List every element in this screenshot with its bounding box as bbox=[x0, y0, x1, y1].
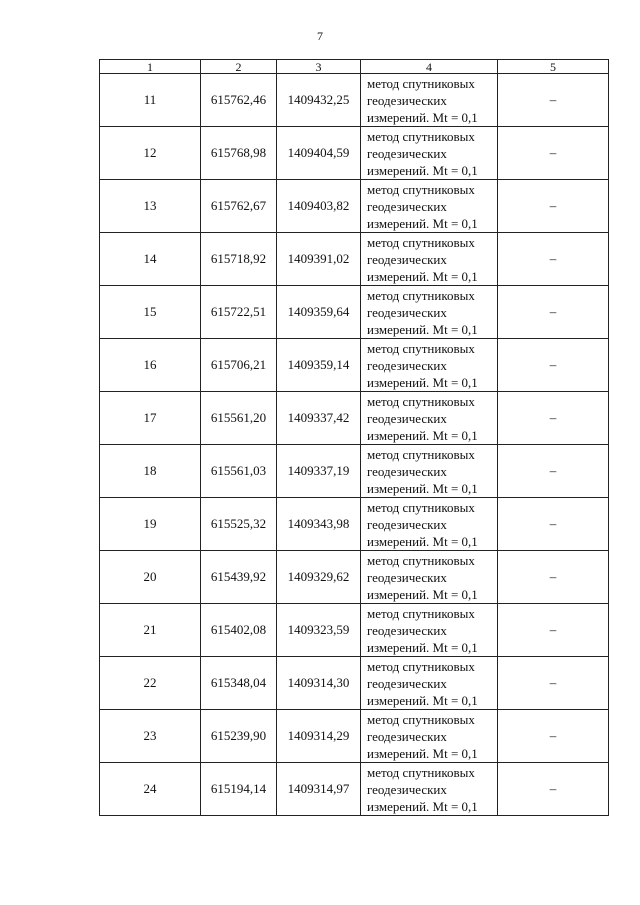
table-row bbox=[100, 392, 609, 445]
point-number-cell: 21 bbox=[100, 604, 201, 657]
table-row bbox=[100, 233, 609, 286]
y-coordinate-cell: 1409343,98 bbox=[277, 498, 361, 551]
method-line: геодезических bbox=[367, 304, 447, 320]
method-line: геодезических bbox=[367, 92, 447, 108]
method-line: геодезических bbox=[367, 410, 447, 426]
method-cell bbox=[361, 74, 498, 127]
y-coordinate-cell: 1409323,59 bbox=[277, 604, 361, 657]
table-row bbox=[100, 339, 609, 392]
note-cell: – bbox=[498, 604, 609, 657]
note-cell: – bbox=[498, 763, 609, 816]
header-row bbox=[100, 60, 609, 74]
x-coordinate-cell: 615239,90 bbox=[201, 710, 277, 763]
method-cell bbox=[361, 763, 498, 816]
note-cell: – bbox=[498, 710, 609, 763]
note-cell: – bbox=[498, 180, 609, 233]
method-line: метод спутниковых bbox=[367, 605, 475, 621]
point-number-cell: 13 bbox=[100, 180, 201, 233]
method-line: метод спутниковых bbox=[367, 658, 475, 674]
method-line: геодезических bbox=[367, 728, 447, 744]
method-cell bbox=[361, 233, 498, 286]
method-cell bbox=[361, 339, 498, 392]
point-number-cell: 14 bbox=[100, 233, 201, 286]
method-cell bbox=[361, 127, 498, 180]
method-cell bbox=[361, 445, 498, 498]
x-coordinate-cell: 615722,51 bbox=[201, 286, 277, 339]
method-line: метод спутниковых bbox=[367, 340, 475, 356]
y-coordinate-cell: 1409314,29 bbox=[277, 710, 361, 763]
method-line: метод спутниковых bbox=[367, 128, 475, 144]
method-line: геодезических bbox=[367, 145, 447, 161]
point-number-cell: 16 bbox=[100, 339, 201, 392]
point-number-cell: 15 bbox=[100, 286, 201, 339]
method-line: геодезических bbox=[367, 569, 447, 585]
method-line: измерений. Mt = 0,1 bbox=[367, 586, 478, 602]
point-number-cell: 24 bbox=[100, 763, 201, 816]
method-line: геодезических bbox=[367, 463, 447, 479]
page-number: 7 bbox=[317, 29, 323, 43]
x-coordinate-cell: 615439,92 bbox=[201, 551, 277, 604]
method-line: метод спутниковых bbox=[367, 287, 475, 303]
note-cell: – bbox=[498, 74, 609, 127]
method-line: измерений. Mt = 0,1 bbox=[367, 215, 478, 231]
x-coordinate-cell: 615561,20 bbox=[201, 392, 277, 445]
method-line: измерений. Mt = 0,1 bbox=[367, 480, 478, 496]
method-line: геодезических bbox=[367, 675, 447, 691]
note-cell: – bbox=[498, 498, 609, 551]
note-cell: – bbox=[498, 286, 609, 339]
y-coordinate-cell: 1409432,25 bbox=[277, 74, 361, 127]
y-coordinate-cell: 1409359,64 bbox=[277, 286, 361, 339]
method-line: измерений. Mt = 0,1 bbox=[367, 427, 478, 443]
y-coordinate-cell: 1409359,14 bbox=[277, 339, 361, 392]
method-line: метод спутниковых bbox=[367, 181, 475, 197]
method-cell bbox=[361, 498, 498, 551]
note-cell: – bbox=[498, 339, 609, 392]
point-number-cell: 17 bbox=[100, 392, 201, 445]
table-row bbox=[100, 180, 609, 233]
method-line: измерений. Mt = 0,1 bbox=[367, 374, 478, 390]
table-row bbox=[100, 445, 609, 498]
table-row bbox=[100, 710, 609, 763]
method-cell bbox=[361, 710, 498, 763]
method-line: метод спутниковых bbox=[367, 75, 475, 91]
y-coordinate-cell: 1409403,82 bbox=[277, 180, 361, 233]
point-number-cell: 18 bbox=[100, 445, 201, 498]
x-coordinate-cell: 615402,08 bbox=[201, 604, 277, 657]
method-cell bbox=[361, 180, 498, 233]
method-line: измерений. Mt = 0,1 bbox=[367, 639, 478, 655]
y-coordinate-cell: 1409404,59 bbox=[277, 127, 361, 180]
x-coordinate-cell: 615768,98 bbox=[201, 127, 277, 180]
y-coordinate-cell: 1409391,02 bbox=[277, 233, 361, 286]
x-coordinate-cell: 615706,21 bbox=[201, 339, 277, 392]
y-coordinate-cell: 1409337,42 bbox=[277, 392, 361, 445]
point-number-cell: 12 bbox=[100, 127, 201, 180]
x-coordinate-cell: 615194,14 bbox=[201, 763, 277, 816]
method-line: измерений. Mt = 0,1 bbox=[367, 798, 478, 814]
header-cell-2: 2 bbox=[201, 60, 277, 74]
table-body bbox=[100, 74, 609, 816]
method-line: измерений. Mt = 0,1 bbox=[367, 268, 478, 284]
point-number-cell: 22 bbox=[100, 657, 201, 710]
method-line: метод спутниковых bbox=[367, 711, 475, 727]
header-cell-5: 5 bbox=[498, 60, 609, 74]
y-coordinate-cell: 1409314,97 bbox=[277, 763, 361, 816]
method-cell bbox=[361, 286, 498, 339]
note-cell: – bbox=[498, 392, 609, 445]
method-line: измерений. Mt = 0,1 bbox=[367, 533, 478, 549]
point-number-cell: 11 bbox=[100, 74, 201, 127]
method-line: измерений. Mt = 0,1 bbox=[367, 321, 478, 337]
table-row bbox=[100, 657, 609, 710]
point-number-cell: 20 bbox=[100, 551, 201, 604]
table-row bbox=[100, 286, 609, 339]
x-coordinate-cell: 615762,67 bbox=[201, 180, 277, 233]
method-line: метод спутниковых bbox=[367, 552, 475, 568]
method-line: измерений. Mt = 0,1 bbox=[367, 692, 478, 708]
x-coordinate-cell: 615348,04 bbox=[201, 657, 277, 710]
method-cell bbox=[361, 551, 498, 604]
method-line: геодезических bbox=[367, 781, 447, 797]
method-line: геодезических bbox=[367, 198, 447, 214]
y-coordinate-cell: 1409337,19 bbox=[277, 445, 361, 498]
table-row bbox=[100, 551, 609, 604]
table-row bbox=[100, 74, 609, 127]
method-line: измерений. Mt = 0,1 bbox=[367, 162, 478, 178]
method-cell bbox=[361, 604, 498, 657]
x-coordinate-cell: 615762,46 bbox=[201, 74, 277, 127]
method-line: измерений. Mt = 0,1 bbox=[367, 745, 478, 761]
x-coordinate-cell: 615525,32 bbox=[201, 498, 277, 551]
method-cell bbox=[361, 392, 498, 445]
method-line: геодезических bbox=[367, 357, 447, 373]
x-coordinate-cell: 615718,92 bbox=[201, 233, 277, 286]
method-line: метод спутниковых bbox=[367, 764, 475, 780]
table-row bbox=[100, 763, 609, 816]
method-line: геодезических bbox=[367, 516, 447, 532]
point-number-cell: 23 bbox=[100, 710, 201, 763]
note-cell: – bbox=[498, 551, 609, 604]
note-cell: – bbox=[498, 233, 609, 286]
method-line: измерений. Mt = 0,1 bbox=[367, 109, 478, 125]
method-cell bbox=[361, 657, 498, 710]
header-cell-3: 3 bbox=[277, 60, 361, 74]
header-cell-4: 4 bbox=[361, 60, 498, 74]
method-line: геодезических bbox=[367, 622, 447, 638]
method-line: метод спутниковых bbox=[367, 446, 475, 462]
table-row bbox=[100, 127, 609, 180]
y-coordinate-cell: 1409314,30 bbox=[277, 657, 361, 710]
note-cell: – bbox=[498, 445, 609, 498]
note-cell: – bbox=[498, 657, 609, 710]
header-cell-1: 1 bbox=[100, 60, 201, 74]
x-coordinate-cell: 615561,03 bbox=[201, 445, 277, 498]
y-coordinate-cell: 1409329,62 bbox=[277, 551, 361, 604]
method-line: метод спутниковых bbox=[367, 499, 475, 515]
table-row bbox=[100, 604, 609, 657]
method-line: метод спутниковых bbox=[367, 234, 475, 250]
coordinates-table bbox=[99, 59, 609, 816]
table-row bbox=[100, 498, 609, 551]
point-number-cell: 19 bbox=[100, 498, 201, 551]
note-cell: – bbox=[498, 127, 609, 180]
method-line: геодезических bbox=[367, 251, 447, 267]
method-line: метод спутниковых bbox=[367, 393, 475, 409]
